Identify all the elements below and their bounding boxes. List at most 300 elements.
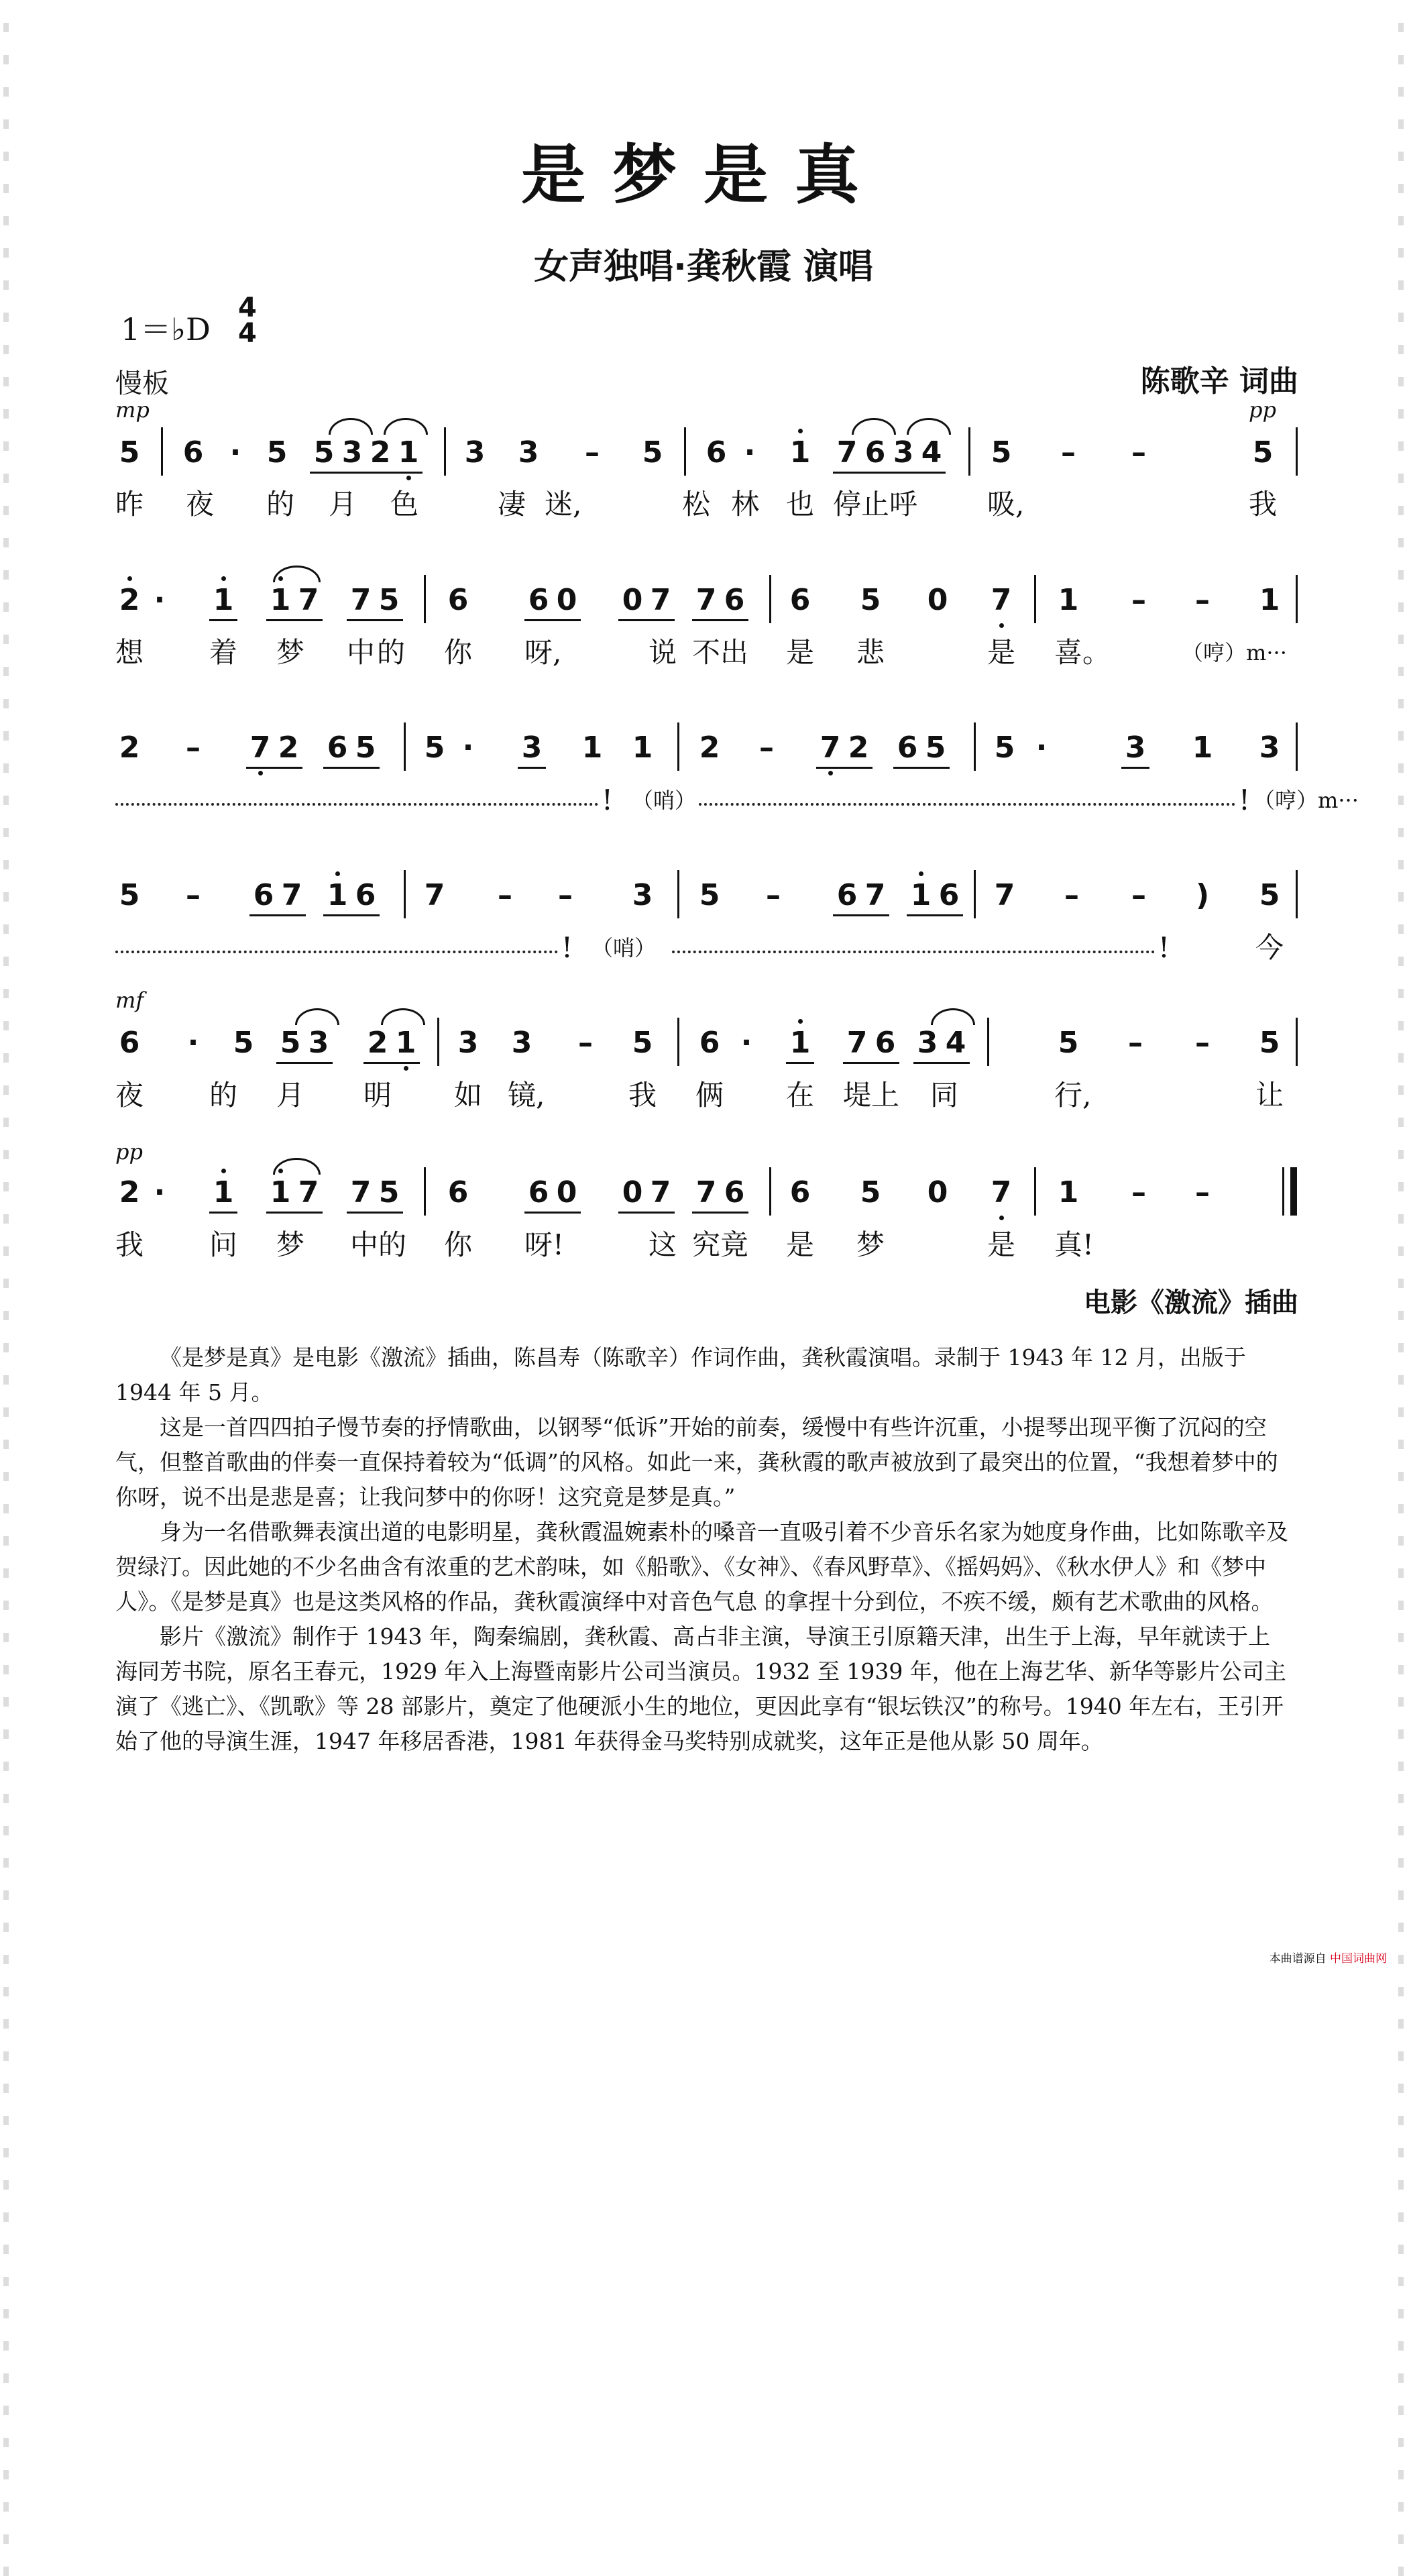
watermark-tick bbox=[1398, 313, 1404, 322]
note: 5 bbox=[119, 435, 140, 470]
watermark-tick bbox=[1398, 2309, 1404, 2318]
note: 1 bbox=[395, 1026, 416, 1060]
watermark-tick bbox=[1398, 1729, 1404, 1739]
underline bbox=[209, 1212, 237, 1214]
underline bbox=[310, 472, 366, 474]
watermark-tick bbox=[1398, 216, 1404, 225]
note: 1 bbox=[789, 435, 811, 470]
dynamic-mp: mp bbox=[115, 397, 150, 423]
lyric: 的 bbox=[266, 488, 295, 521]
lyric: 是 bbox=[987, 636, 1016, 669]
dash: – bbox=[578, 1026, 593, 1060]
note: 0 bbox=[622, 1175, 643, 1210]
underline bbox=[347, 619, 403, 621]
note: 5 bbox=[280, 1026, 301, 1060]
note: 1 bbox=[1058, 1175, 1079, 1210]
note: 6 bbox=[182, 435, 204, 470]
underline bbox=[524, 1212, 581, 1214]
watermark-tick bbox=[3, 2309, 9, 2318]
watermark-tick bbox=[3, 2116, 9, 2125]
note: 7 bbox=[820, 731, 841, 765]
dotted-line bbox=[699, 803, 1235, 806]
watermark-tick bbox=[3, 2051, 9, 2061]
lyric: 喜。 bbox=[1054, 636, 1111, 669]
watermark-tick bbox=[1398, 699, 1404, 708]
note: 3 bbox=[511, 1026, 532, 1060]
note: 6 bbox=[864, 435, 886, 470]
low-dot bbox=[404, 1066, 408, 1071]
watermark-tick bbox=[3, 1762, 9, 1771]
note: 5 bbox=[632, 1026, 653, 1060]
watermark-tick bbox=[3, 1021, 9, 1030]
barline bbox=[968, 427, 970, 476]
lyric: 色 bbox=[390, 488, 419, 521]
watermark-tick bbox=[3, 1246, 9, 1256]
underline bbox=[833, 472, 889, 474]
note: 0 bbox=[927, 1175, 948, 1210]
watermark-tick bbox=[3, 602, 9, 612]
barline bbox=[437, 1018, 439, 1066]
lyric: 上 bbox=[871, 1079, 900, 1112]
watermark-tick bbox=[3, 313, 9, 322]
underline bbox=[833, 914, 889, 916]
lyric: 松 bbox=[682, 488, 711, 521]
lyric-whistle: （哨） bbox=[592, 935, 657, 961]
lyric-hum: （哼）m··· bbox=[1182, 640, 1287, 665]
lyric-line-6 bbox=[115, 1225, 1302, 1265]
watermark-tick bbox=[3, 1729, 9, 1739]
barline bbox=[1296, 427, 1298, 476]
note: 5 bbox=[1259, 1026, 1280, 1060]
lyric: 月 bbox=[276, 1079, 305, 1112]
underline bbox=[913, 1062, 970, 1064]
footer-site-link[interactable]: 中国词曲网 bbox=[1330, 1952, 1387, 1966]
lyric: 让 bbox=[1255, 1079, 1284, 1112]
watermark-tick bbox=[1398, 1633, 1404, 1642]
watermark-tick bbox=[1398, 2051, 1404, 2061]
lyric: 究 bbox=[692, 1228, 721, 1261]
watermark-tick bbox=[3, 892, 9, 902]
song-title: 是梦是真 bbox=[521, 137, 886, 213]
note: 5 bbox=[355, 731, 376, 765]
note: 6 bbox=[699, 1026, 720, 1060]
watermark-tick bbox=[1398, 892, 1404, 902]
score-line-5 bbox=[115, 1023, 1302, 1063]
lyric: 是 bbox=[786, 636, 815, 669]
paragraph: 影片《激流》制作于 1943 年，陶秦编剧，龚秋霞、高占非主演，导演王引原籍天津，出生于上海，早年就读于上海同芳书院，原名王春元，1929 年入上海暨南影片公司当演员。1932 至 1939 年，他在上海艺华、新华等影片公司主演了《逃亡》、《凯歌》等 28 部影片，奠定了他硬派小生的地位，更因此享有“银坛铁汉”的称号。1940 年左右，王引开始了他的导演生涯，1947 年移居香港，1981 年获得金马奖特别成就奖，这年正是他从影 50 周年。 bbox=[115, 1623, 1286, 1754]
note: 3 bbox=[308, 1026, 329, 1060]
lyric: 的 bbox=[377, 636, 406, 669]
paragraph: 身为一名借歌舞表演出道的电影明星，龚秋霞温婉素朴的嗓音一直吸引着不少音乐名家为她度身作曲，比如陈歌辛及贺绿汀。因此她的不少名曲含有浓重的艺术韵味，如《船歌》、《女神》、《春风野草》、《摇妈妈》、《秋水伊人》和《梦中人》。《是梦是真》也是这类风格的作品，龚秋霞演绎中对音色气息 的拿捏十分到位，不疾不缓，颇有艺术歌曲的风格。 bbox=[115, 1519, 1288, 1615]
final-barline-thin bbox=[1282, 1167, 1284, 1216]
time-signature-top: 4 bbox=[238, 292, 257, 323]
note: 7 bbox=[249, 731, 271, 765]
note: 6 bbox=[253, 878, 274, 912]
watermark-tick bbox=[3, 2245, 9, 2254]
final-barline-thick bbox=[1290, 1167, 1297, 1216]
tempo-marking: 慢板 bbox=[115, 368, 169, 399]
barline bbox=[1296, 722, 1298, 771]
note: 3 bbox=[1259, 731, 1280, 765]
watermark-tick bbox=[1398, 1118, 1404, 1127]
underline bbox=[323, 767, 380, 769]
score-line-6 bbox=[115, 1173, 1302, 1213]
note: 7 bbox=[695, 583, 717, 617]
watermark-tick bbox=[3, 474, 9, 483]
watermark-tick bbox=[1398, 1826, 1404, 1835]
low-dot bbox=[999, 623, 1004, 628]
note: 6 bbox=[119, 1026, 140, 1060]
underline bbox=[692, 619, 748, 621]
note: 7 bbox=[991, 1175, 1012, 1210]
dot-extension: · bbox=[1035, 731, 1048, 765]
watermark-tick bbox=[3, 2341, 9, 2351]
watermark-tick bbox=[1398, 2567, 1404, 2576]
watermark-tick bbox=[3, 1375, 9, 1385]
lyric: 出 bbox=[720, 636, 749, 669]
note: 5 bbox=[266, 435, 288, 470]
lyric: 也 bbox=[786, 488, 815, 521]
lyric: 真! bbox=[1054, 1228, 1094, 1261]
barline bbox=[404, 722, 406, 771]
watermark-tick bbox=[1398, 570, 1404, 580]
watermark-tick bbox=[1398, 538, 1404, 547]
watermark-tick bbox=[1398, 87, 1404, 97]
watermark-tick bbox=[1398, 1053, 1404, 1063]
underline bbox=[1121, 767, 1149, 769]
note: 0 bbox=[927, 583, 948, 617]
note: 6 bbox=[706, 435, 727, 470]
underline bbox=[363, 1062, 420, 1064]
note: 7 bbox=[864, 878, 886, 912]
dot-extension: · bbox=[154, 1175, 166, 1210]
low-dot bbox=[999, 1216, 1004, 1220]
watermark-tick bbox=[3, 1182, 9, 1191]
score-line-4 bbox=[115, 875, 1302, 916]
lyric-line-5 bbox=[115, 1075, 1302, 1116]
underline bbox=[618, 1212, 675, 1214]
watermark-tick bbox=[1398, 1890, 1404, 1900]
lyric: 行, bbox=[1054, 1079, 1092, 1112]
note: 6 bbox=[875, 1026, 896, 1060]
lyric: 我 bbox=[115, 1228, 144, 1261]
underline bbox=[907, 914, 963, 916]
underline bbox=[816, 767, 873, 769]
punctuation: ! bbox=[602, 784, 613, 816]
barline bbox=[404, 870, 406, 918]
watermark-tick bbox=[1398, 1955, 1404, 1964]
note: 6 bbox=[836, 878, 858, 912]
watermark-tick bbox=[1398, 2406, 1404, 2415]
dynamic-pp-2: pp bbox=[115, 1139, 143, 1165]
watermark-tick bbox=[3, 87, 9, 97]
barline bbox=[769, 1167, 771, 1216]
dotted-line bbox=[115, 951, 558, 953]
note: 2 bbox=[699, 731, 720, 765]
dynamic-pp: pp bbox=[1249, 397, 1276, 423]
dotted-line bbox=[672, 951, 1155, 953]
note: 7 bbox=[424, 878, 445, 912]
watermark-tick bbox=[3, 1858, 9, 1868]
note: 1 bbox=[1058, 583, 1079, 617]
barline bbox=[1034, 1167, 1036, 1216]
time-signature bbox=[238, 292, 257, 349]
lyric: 吸, bbox=[987, 488, 1025, 521]
description bbox=[115, 1340, 1290, 1759]
watermark-tick bbox=[3, 1150, 9, 1159]
lyric: 你 bbox=[444, 636, 473, 669]
watermark-tick bbox=[1398, 1440, 1404, 1449]
watermark-tick bbox=[3, 1343, 9, 1352]
watermark-tick bbox=[1398, 1246, 1404, 1256]
note: 0 bbox=[556, 583, 577, 617]
note: 1 bbox=[1259, 583, 1280, 617]
note: 7 bbox=[350, 1175, 372, 1210]
footer-source: 本曲谱源自 bbox=[1269, 1952, 1327, 1966]
lyric: 是 bbox=[987, 1228, 1016, 1261]
note: 5 bbox=[994, 731, 1015, 765]
watermark-tick bbox=[3, 2567, 9, 2576]
dash: – bbox=[558, 878, 573, 912]
note: 2 bbox=[848, 731, 869, 765]
song-subtitle: 女声独唱·龚秋霞 演唱 bbox=[534, 247, 873, 287]
note: 3 bbox=[1125, 731, 1146, 765]
punctuation: ! bbox=[561, 931, 573, 964]
watermark-tick bbox=[1398, 2438, 1404, 2447]
watermark-tick bbox=[1398, 1279, 1404, 1288]
note: 3 bbox=[457, 1026, 479, 1060]
barline bbox=[1296, 575, 1298, 623]
underline bbox=[524, 619, 581, 621]
note: 7 bbox=[836, 435, 858, 470]
slur bbox=[852, 418, 896, 435]
watermark-tick bbox=[3, 763, 9, 773]
note: 7 bbox=[350, 583, 372, 617]
underline bbox=[893, 767, 950, 769]
barline bbox=[161, 427, 163, 476]
paragraph: 《是梦是真》是电影《激流》插曲，陈昌寿（陈歌辛）作词作曲，龚秋霞演唱。录制于 1943 年 12 月，出版于 1944 年 5 月。 bbox=[115, 1344, 1246, 1405]
watermark-tick bbox=[1398, 924, 1404, 934]
dot-extension: · bbox=[187, 1026, 199, 1060]
watermark-tick bbox=[3, 1633, 9, 1642]
watermark-tick bbox=[3, 2277, 9, 2286]
note: 1 bbox=[398, 435, 419, 470]
watermark-tick bbox=[3, 989, 9, 998]
watermark-tick bbox=[3, 2438, 9, 2447]
lyric-line-2 bbox=[115, 633, 1302, 673]
dynamic-mf: mf bbox=[115, 987, 144, 1013]
barline bbox=[974, 870, 976, 918]
note: 1 bbox=[910, 878, 932, 912]
dash: – bbox=[1195, 583, 1210, 617]
underline bbox=[266, 1212, 323, 1214]
watermark-tick bbox=[1398, 1794, 1404, 1803]
dash: – bbox=[1131, 583, 1146, 617]
note: 3 bbox=[917, 1026, 938, 1060]
dot-extension: · bbox=[229, 435, 241, 470]
watermark-tick bbox=[1398, 828, 1404, 837]
lyric: 的 bbox=[378, 1228, 407, 1261]
lyric: 梦 bbox=[856, 1228, 885, 1261]
dot-extension: · bbox=[740, 1026, 752, 1060]
watermark-tick bbox=[1398, 377, 1404, 386]
punctuation: ! bbox=[1239, 784, 1250, 816]
lyric: 停 bbox=[833, 488, 862, 521]
watermark-tick bbox=[3, 1665, 9, 1674]
watermark-tick bbox=[1398, 55, 1404, 64]
watermark-tick bbox=[3, 2502, 9, 2512]
dash: – bbox=[498, 878, 512, 912]
note: 6 bbox=[355, 878, 376, 912]
dash: – bbox=[1131, 878, 1146, 912]
watermark-tick bbox=[3, 1923, 9, 1932]
watermark-tick bbox=[3, 860, 9, 869]
watermark-tick bbox=[3, 828, 9, 837]
slur bbox=[273, 566, 321, 582]
watermark-tick bbox=[1398, 506, 1404, 515]
note: 1 bbox=[270, 583, 291, 617]
barline bbox=[1296, 870, 1298, 918]
watermark-tick bbox=[3, 1440, 9, 1449]
watermark-tick bbox=[3, 796, 9, 805]
watermark-tick bbox=[1398, 1407, 1404, 1417]
note: 6 bbox=[789, 1175, 811, 1210]
note: 5 bbox=[860, 583, 881, 617]
watermark-tick bbox=[3, 1697, 9, 1707]
note: 6 bbox=[327, 731, 348, 765]
lyric: 在 bbox=[786, 1079, 815, 1112]
dash: – bbox=[186, 731, 201, 765]
note: 6 bbox=[724, 583, 745, 617]
underline bbox=[786, 1062, 814, 1064]
watermark-tick bbox=[1398, 1987, 1404, 1996]
source-footer bbox=[1270, 1949, 1387, 1966]
dash: – bbox=[1131, 1175, 1146, 1210]
watermark-tick bbox=[3, 1890, 9, 1900]
watermark-tick bbox=[3, 667, 9, 676]
watermark-tick bbox=[3, 1794, 9, 1803]
watermark-tick bbox=[1398, 2470, 1404, 2479]
lyric-line-4 bbox=[115, 928, 1302, 968]
barline bbox=[974, 722, 976, 771]
watermark-tick bbox=[3, 23, 9, 32]
lyric: 同 bbox=[930, 1079, 959, 1112]
watermark-tick bbox=[1398, 1504, 1404, 1513]
underline bbox=[209, 619, 237, 621]
watermark-tick bbox=[1398, 731, 1404, 741]
watermark-tick bbox=[1398, 989, 1404, 998]
watermark-tick bbox=[1398, 667, 1404, 676]
note: 1 bbox=[789, 1026, 811, 1060]
note: 7 bbox=[281, 878, 302, 912]
lyric: 我 bbox=[1249, 488, 1278, 521]
lyric: 竟 bbox=[720, 1228, 749, 1261]
lyric: 俩 bbox=[695, 1079, 724, 1112]
underline bbox=[843, 1062, 899, 1064]
note: 0 bbox=[622, 583, 643, 617]
watermark-tick bbox=[1398, 409, 1404, 419]
note: 5 bbox=[1058, 1026, 1079, 1060]
key-signature: 1＝♭D bbox=[121, 311, 211, 347]
watermark-tick bbox=[1398, 1601, 1404, 1610]
watermark-tick bbox=[1398, 2180, 1404, 2190]
high-dot bbox=[798, 1019, 803, 1024]
note: 7 bbox=[650, 1175, 671, 1210]
lyric: 月 bbox=[329, 488, 357, 521]
slur bbox=[329, 418, 373, 435]
lyric: 呀! bbox=[524, 1228, 564, 1261]
note: 3 bbox=[632, 878, 653, 912]
slur bbox=[907, 418, 951, 435]
low-dot bbox=[828, 771, 833, 775]
note: 3 bbox=[464, 435, 486, 470]
watermark-tick bbox=[1398, 1021, 1404, 1030]
note: 5 bbox=[313, 435, 335, 470]
note: 6 bbox=[789, 583, 811, 617]
watermark-tick bbox=[1398, 1923, 1404, 1932]
lyric: 如 bbox=[454, 1079, 483, 1112]
dot-extension: · bbox=[744, 435, 756, 470]
slur bbox=[384, 418, 428, 435]
watermark-tick bbox=[1398, 2341, 1404, 2351]
underline bbox=[276, 1062, 333, 1064]
watermark-tick bbox=[3, 1601, 9, 1610]
watermark-tick bbox=[1398, 1085, 1404, 1095]
watermark-tick bbox=[3, 377, 9, 386]
left-watermark-strip bbox=[0, 0, 12, 1978]
watermark-tick bbox=[3, 2373, 9, 2383]
note: 5 bbox=[378, 583, 400, 617]
note: 5 bbox=[1252, 435, 1274, 470]
note: 1 bbox=[632, 731, 653, 765]
watermark-tick bbox=[1398, 1697, 1404, 1707]
watermark-tick bbox=[3, 409, 9, 419]
watermark-tick bbox=[3, 2019, 9, 2029]
right-watermark-strip bbox=[1395, 0, 1407, 1978]
barline bbox=[677, 722, 679, 771]
watermark-tick bbox=[3, 1987, 9, 1996]
lyric: 镜, bbox=[508, 1079, 545, 1112]
time-signature-bottom: 4 bbox=[238, 318, 257, 349]
note: 6 bbox=[897, 731, 918, 765]
note: 5 bbox=[860, 1175, 881, 1210]
watermark-tick bbox=[3, 1472, 9, 1481]
underline bbox=[692, 1212, 748, 1214]
barline bbox=[424, 1167, 426, 1216]
note: 2 bbox=[278, 731, 299, 765]
watermark-tick bbox=[1398, 2534, 1404, 2544]
note: 3 bbox=[893, 435, 914, 470]
lyric: 夜 bbox=[186, 488, 215, 521]
barline bbox=[444, 427, 446, 476]
note: 5 bbox=[925, 731, 946, 765]
low-dot bbox=[406, 476, 411, 480]
lyric: 夜 bbox=[115, 1079, 144, 1112]
lyric: 着 bbox=[209, 636, 238, 669]
watermark-tick bbox=[3, 506, 9, 515]
note: 6 bbox=[938, 878, 960, 912]
slur bbox=[295, 1008, 339, 1025]
underline bbox=[347, 1212, 403, 1214]
slur bbox=[381, 1008, 425, 1025]
lyric-line-3 bbox=[115, 780, 1359, 820]
score-line-3 bbox=[115, 728, 1302, 768]
watermark-tick bbox=[1398, 2245, 1404, 2254]
lyric: 说 bbox=[649, 636, 677, 669]
underline bbox=[266, 619, 323, 621]
dash: – bbox=[759, 731, 774, 765]
high-dot bbox=[798, 429, 803, 433]
